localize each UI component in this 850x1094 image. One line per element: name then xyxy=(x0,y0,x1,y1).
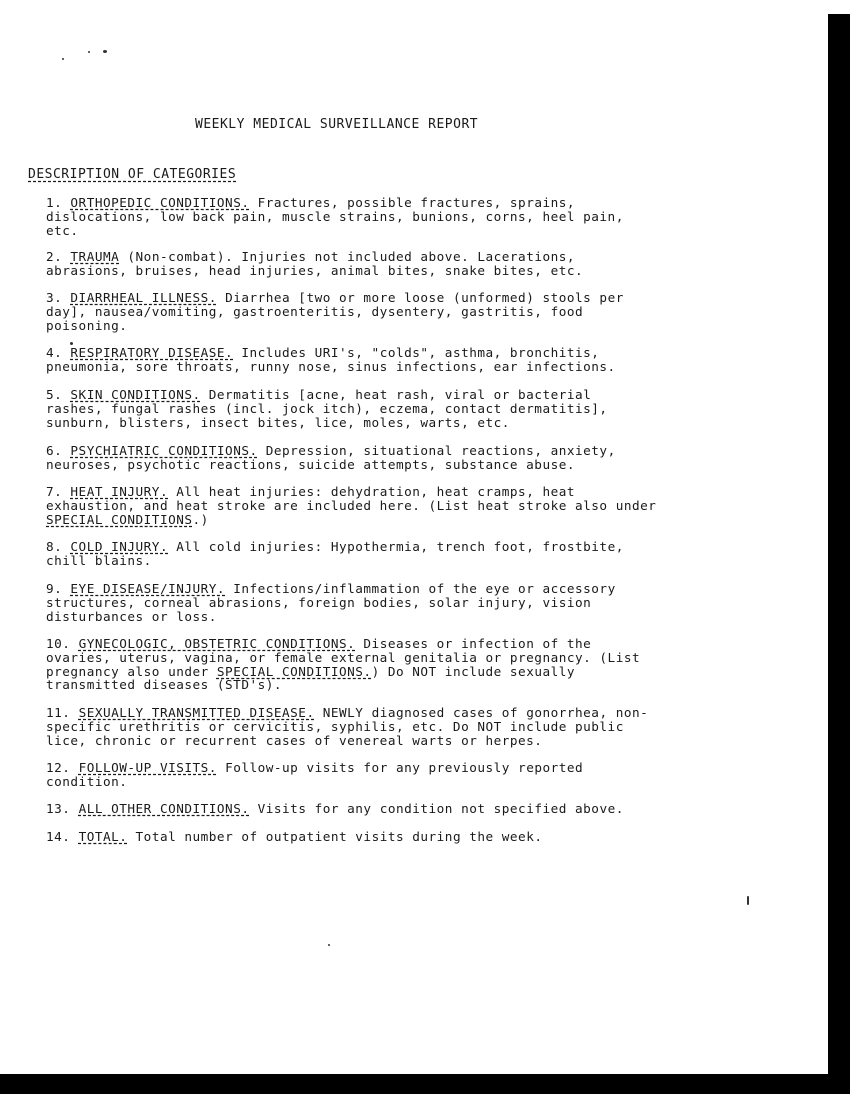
category-name: ORTHOPEDIC CONDITIONS. xyxy=(70,195,250,210)
category-item: 7. HEAT INJURY. All heat injuries: dehydration, heat cramps, heat exhaustion, and heat stroke are included here. (List heat stroke also under SPECIAL CONDITIONS.) xyxy=(46,484,657,527)
category-item: 2. TRAUMA (Non-combat). Injuries not included above. Lacerations, abrasions, bruises, head injuries, animal bites, snake bites, etc. xyxy=(46,249,584,278)
category-item: 6. PSYCHIATRIC CONDITIONS. Depression, situational reactions, anxiety, neuroses, psychotic reactions, suicide attempts, substance abuse. xyxy=(46,443,616,472)
category-name: FOLLOW-UP VISITS. xyxy=(78,760,217,775)
category-item: 5. SKIN CONDITIONS. Dermatitis [acne, heat rash, viral or bacterial rashes, fungal rashes (incl. jock itch), eczema, contact dermatitis], sunburn, blisters, insect bites, lice, moles, warts, etc. xyxy=(46,387,608,430)
scan-speck xyxy=(328,944,330,946)
category-name: PSYCHIATRIC CONDITIONS. xyxy=(70,443,258,458)
document-title: WEEKLY MEDICAL SURVEILLANCE REPORT xyxy=(195,117,479,132)
category-name: SKIN CONDITIONS. xyxy=(70,387,201,402)
category-name: TRAUMA xyxy=(70,249,120,264)
category-item: 13. ALL OTHER CONDITIONS. Visits for any condition not specified above. xyxy=(46,801,624,816)
scan-speck xyxy=(88,51,90,53)
category-name: TOTAL. xyxy=(78,829,128,844)
category-name: EYE DISEASE/INJURY. xyxy=(70,581,226,596)
category-name: DIARRHEAL ILLNESS. xyxy=(70,290,217,305)
category-name: ALL OTHER CONDITIONS. xyxy=(78,801,250,816)
category-item: 8. COLD INJURY. All cold injuries: Hypothermia, trench foot, frostbite, chill blains. xyxy=(46,539,624,568)
scan-edge-right xyxy=(828,14,850,1094)
category-reference: SPECIAL CONDITIONS xyxy=(46,511,193,527)
category-item: 3. DIARRHEAL ILLNESS. Diarrhea [two or more loose (unformed) stools per day], nausea/vomiting, gastroenteritis, dysentery, gastritis, food poisoning. xyxy=(46,290,624,333)
category-item: 12. FOLLOW-UP VISITS. Follow-up visits for any previously reported condition. xyxy=(46,760,584,789)
category-name: COLD INJURY. xyxy=(70,539,169,554)
scan-speck xyxy=(747,896,749,905)
category-name: GYNECOLOGIC, OBSTETRIC CONDITIONS. xyxy=(78,636,356,651)
category-name: HEAT INJURY. xyxy=(70,484,169,499)
scan-speck xyxy=(103,50,107,53)
section-heading: DESCRIPTION OF CATEGORIES xyxy=(28,167,237,182)
category-item: 9. EYE DISEASE/INJURY. Infections/inflammation of the eye or accessory structures, corneal abrasions, foreign bodies, solar injury, vision disturbances or loss. xyxy=(46,581,616,624)
scan-speck xyxy=(62,58,64,60)
category-name: RESPIRATORY DISEASE. xyxy=(70,345,234,360)
category-item: 4. RESPIRATORY DISEASE. Includes URI's, "colds", asthma, bronchitis, pneumonia, sore throats, runny nose, sinus infections, ear infections. xyxy=(46,345,616,374)
category-item: 1. ORTHOPEDIC CONDITIONS. Fractures, possible fractures, sprains, dislocations, low back pain, muscle strains, bunions, corns, heel pain, etc. xyxy=(46,195,624,238)
category-reference: SPECIAL CONDITIONS. xyxy=(216,663,372,679)
scan-edge-bottom xyxy=(0,1074,850,1094)
category-name: SEXUALLY TRANSMITTED DISEASE. xyxy=(78,705,315,720)
category-item: 11. SEXUALLY TRANSMITTED DISEASE. NEWLY diagnosed cases of gonorrhea, non- specific urethritis or cervicitis, syphilis, etc. Do NOT include public lice, chronic or recurrent cases of venereal warts or herpes. xyxy=(46,705,649,748)
category-item: 10. GYNECOLOGIC, OBSTETRIC CONDITIONS. Diseases or infection of the ovaries, uterus, vagina, or female external genitalia or pregnancy. (List pregnancy also under SPECIAL CONDITIONS.) Do NOT include sexually transmitted diseases (STD's). xyxy=(46,636,641,693)
category-item: 14. TOTAL. Total number of outpatient visits during the week. xyxy=(46,829,543,844)
